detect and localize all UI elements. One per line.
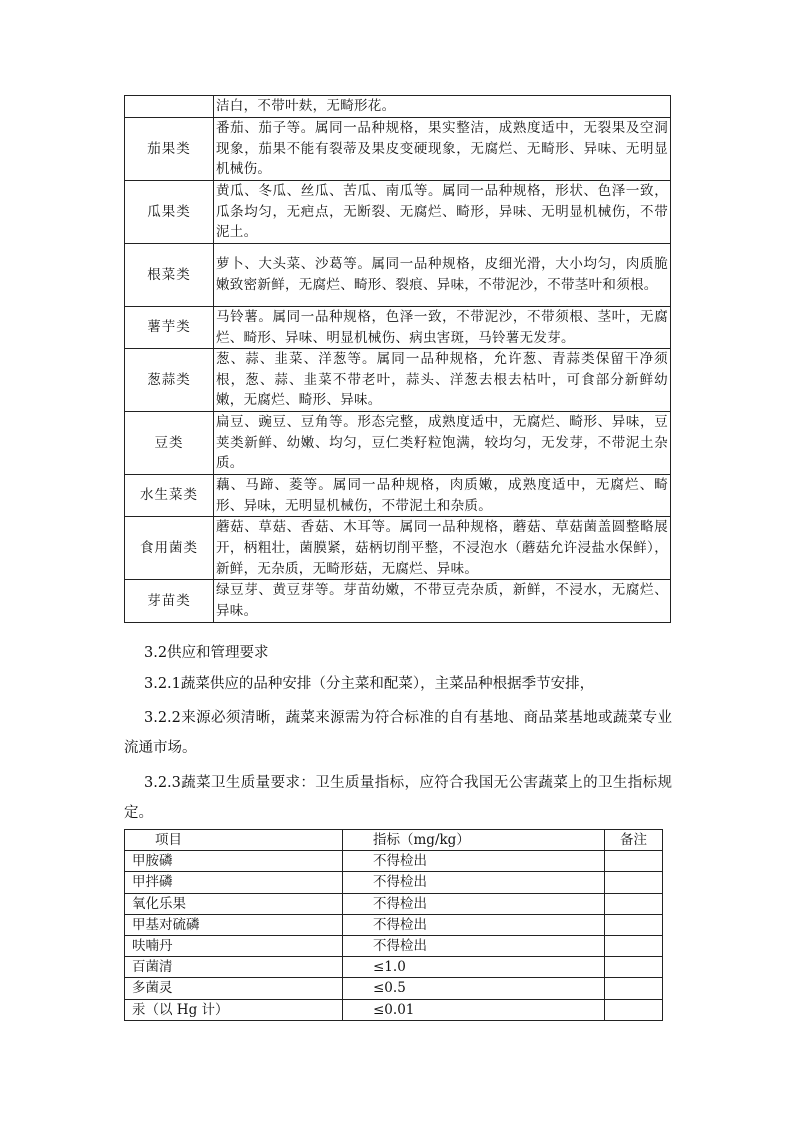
header-item: 项目 <box>125 830 343 851</box>
item-cell: 甲拌磷 <box>125 872 343 893</box>
item-cell: 甲胺磷 <box>125 851 343 872</box>
description-cell: 洁白，不带叶麸，无畸形花。 <box>214 96 671 118</box>
category-cell: 根菜类 <box>125 244 214 307</box>
category-cell <box>125 96 214 118</box>
table-row <box>125 893 663 914</box>
paragraph-3-2-2: 3.2.2来源必须清晰，蔬菜来源需为符合标准的自有基地、商品菜基地或蔬菜专业流通市场。 <box>124 710 672 756</box>
table-row <box>125 307 671 349</box>
category-cell: 茄果类 <box>125 118 214 181</box>
value-cell: ≤0.01 <box>343 999 605 1020</box>
table-row <box>125 181 671 244</box>
category-cell: 水生菜类 <box>125 475 214 517</box>
note-cell <box>605 935 663 956</box>
paragraph-3-2-1: 3.2.1蔬菜供应的品种安排（分主菜和配菜），主菜品种根据季节安排， <box>144 676 595 692</box>
category-cell: 瓜果类 <box>125 181 214 244</box>
item-cell: 氧化乐果 <box>125 893 343 914</box>
table-row <box>125 244 671 307</box>
value-cell: ≤1.0 <box>343 957 605 978</box>
category-cell: 薯芋类 <box>125 307 214 349</box>
section-heading: 3.2供应和管理要求 <box>144 645 269 661</box>
description-cell: 葱、蒜、韭菜、洋葱等。属同一品种规格，允许葱、青蒜类保留干净须根，葱、蒜、韭菜不带老叶，蒜头、洋葱去根去枯叶，可食部分新鲜幼嫩，无腐烂、畸形、异味。 <box>214 349 671 412</box>
note-cell <box>605 872 663 893</box>
category-cell: 葱蒜类 <box>125 349 214 412</box>
item-cell: 百菌清 <box>125 957 343 978</box>
item-cell: 呋喃丹 <box>125 935 343 956</box>
value-cell: 不得检出 <box>343 851 605 872</box>
category-cell: 芽苗类 <box>125 580 214 622</box>
table-row <box>125 349 671 412</box>
table-row <box>125 118 671 181</box>
description-cell: 蘑菇、草菇、香菇、木耳等。属同一品种规格，蘑菇、草菇菌盖圆整略展开，柄粗壮，菌膜紧，菇柄切削平整，不浸泡水（蘑菇允许浸盐水保鲜），新鲜，无杂质，无畸形菇，无腐烂、异味。 <box>214 517 671 580</box>
note-cell <box>605 999 663 1020</box>
table-header-row <box>125 830 663 851</box>
note-cell <box>605 957 663 978</box>
table-row <box>125 999 663 1020</box>
item-cell: 甲基对硫磷 <box>125 914 343 935</box>
description-cell: 番茄、茄子等。属同一品种规格，果实整洁，成熟度适中，无裂果及空洞现象，茄果不能有裂蒂及果皮变硬现象，无腐烂、无畸形、异味、无明显机械伤。 <box>214 118 671 181</box>
vegetable-quality-table <box>124 95 671 623</box>
value-cell: ≤0.5 <box>343 978 605 999</box>
value-cell: 不得检出 <box>343 935 605 956</box>
table-row <box>125 957 663 978</box>
table-row <box>125 96 671 118</box>
description-cell: 萝卜、大头菜、沙葛等。属同一品种规格，皮细光滑，大小均匀，肉质脆嫩致密新鲜，无腐烂、畸形、裂痕、异味，不带泥沙，不带茎叶和须根。 <box>214 244 671 307</box>
category-cell: 豆类 <box>125 412 214 475</box>
category-cell: 食用菌类 <box>125 517 214 580</box>
table-row <box>125 412 671 475</box>
table-row <box>125 580 671 622</box>
description-cell: 藕、马蹄、菱等。属同一品种规格，肉质嫩，成熟度适中，无腐烂、畸形、异味，无明显机械伤，不带泥土和杂质。 <box>214 475 671 517</box>
description-cell: 绿豆芽、黄豆芽等。芽苗幼嫩，不带豆壳杂质，新鲜，不浸水，无腐烂、异味。 <box>214 580 671 622</box>
note-cell <box>605 851 663 872</box>
value-cell: 不得检出 <box>343 914 605 935</box>
description-cell: 黄瓜、冬瓜、丝瓜、苦瓜、南瓜等。属同一品种规格，形状、色泽一致，瓜条均匀，无疤点，无断裂、无腐烂、畸形，异味、无明显机械伤，不带泥土。 <box>214 181 671 244</box>
hygiene-index-table <box>124 829 663 1021</box>
note-cell <box>605 893 663 914</box>
header-index: 指标（mg/kg） <box>343 830 605 851</box>
note-cell <box>605 914 663 935</box>
header-note: 备注 <box>605 830 663 851</box>
item-cell: 汞（以 Hg 计） <box>125 999 343 1020</box>
table-row <box>125 872 663 893</box>
value-cell: 不得检出 <box>343 872 605 893</box>
note-cell <box>605 978 663 999</box>
table-row <box>125 851 663 872</box>
table-row <box>125 978 663 999</box>
table-row <box>125 935 663 956</box>
description-cell: 马铃薯。属同一品种规格，色泽一致，不带泥沙，不带须根、茎叶，无腐烂、畸形、异味、明显机械伤、病虫害斑，马铃薯无发芽。 <box>214 307 671 349</box>
table-row <box>125 914 663 935</box>
value-cell: 不得检出 <box>343 893 605 914</box>
description-cell: 扁豆、豌豆、豆角等。形态完整，成熟度适中，无腐烂、畸形、异味，豆荚类新鲜、幼嫩、均匀，豆仁类籽粒饱满，较均匀，无发芽，不带泥土杂质。 <box>214 412 671 475</box>
paragraph-3-2-3: 3.2.3蔬菜卫生质量要求：卫生质量指标，应符合我国无公害蔬菜上的卫生指标规定。 <box>124 775 672 821</box>
item-cell: 多菌灵 <box>125 978 343 999</box>
table-row <box>125 517 671 580</box>
table-row <box>125 475 671 517</box>
